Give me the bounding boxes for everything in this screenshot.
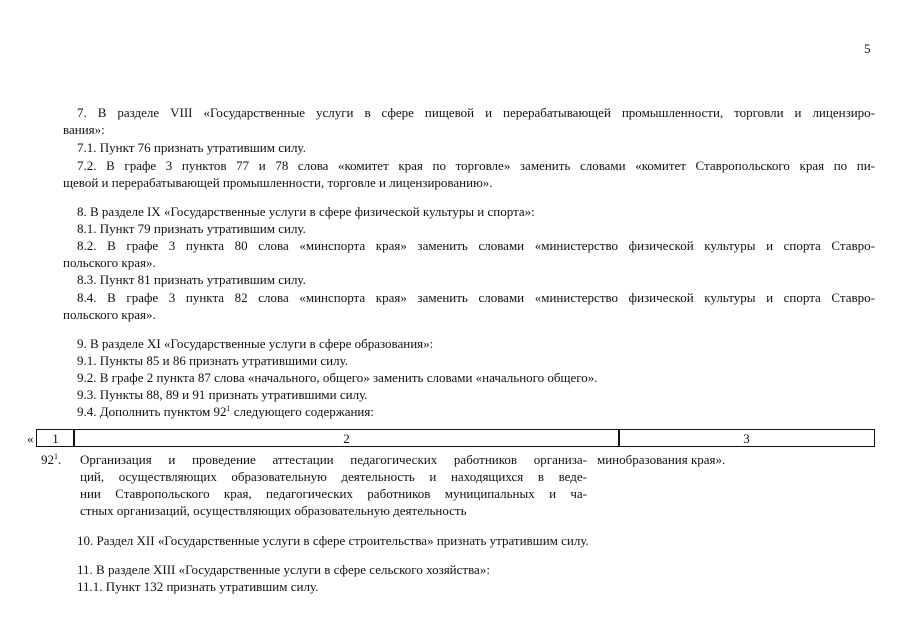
paragraph-11: 11. В разделе XIII «Государственные услуги в сфере сельского хозяйства»: — [77, 562, 490, 577]
table-open-quote: « — [27, 431, 34, 446]
table-header-col-2: 2 — [73, 429, 620, 447]
paragraph-8-2-line-2: польского края». — [63, 255, 156, 270]
paragraph-8-4-line-2: польского края». — [63, 307, 156, 322]
paragraph-7-2-line-1: 7.2. В графе 3 пунктов 77 и 78 слова «комитет края по торговле» заменить словами «комитет Ставропольского края по пи- — [77, 158, 875, 173]
paragraph-9: 9. В разделе XI «Государственные услуги в сфере образования»: — [77, 336, 434, 351]
paragraph-9-4-text: 9.4. Дополнить пунктом 92 — [77, 404, 227, 419]
table-row-authority: минобразования края». — [597, 452, 726, 467]
paragraph-7-2-line-2: щевой и перерабатывающей промышленности, торговле и лицензированию». — [63, 175, 493, 190]
page-number: 5 — [864, 41, 871, 56]
paragraph-11-1: 11.1. Пункт 132 признать утратившим силу. — [77, 579, 319, 594]
table-row-desc-line-1: Организация и проведение аттестации педагогических работников организа- — [80, 452, 587, 467]
paragraph-10: 10. Раздел XII «Государственные услуги в сфере строительства» признать утратившим силу. — [77, 533, 589, 548]
paragraph-9-2: 9.2. В графе 2 пункта 87 слова «начального, общего» заменить словами «начального общего». — [77, 370, 598, 385]
table-row-desc-line-3: нии Ставропольского края, педагогических работников муниципальных и ча- — [80, 486, 587, 501]
table-row-number-superscript: 1 — [54, 452, 58, 461]
table-row-desc-line-4: стных организаций, осуществляющих образовательную деятельность — [80, 503, 467, 518]
paragraph-7-1: 7.1. Пункт 76 признать утратившим силу. — [77, 140, 306, 155]
table-row-number — [41, 451, 61, 468]
table-row-desc-line-2: ций, осуществляющих образовательную деятельность и находящихся в веде- — [80, 469, 587, 484]
table-header-col-1: 1 — [36, 429, 75, 447]
paragraph-7-line-1: 7. В разделе VIII «Государственные услуги в сфере пищевой и перерабатывающей промышленности, торговли и лицензиро- — [77, 105, 875, 120]
paragraph-7-line-2: вания»: — [63, 122, 105, 137]
paragraph-8-1: 8.1. Пункт 79 признать утратившим силу. — [77, 221, 306, 236]
paragraph-8-4-line-1: 8.4. В графе 3 пункта 82 слова «минспорта края» заменить словами «министерство физической культуры и спорта Ставро- — [77, 290, 875, 305]
paragraph-9-3: 9.3. Пункты 88, 89 и 91 признать утратившими силу. — [77, 387, 368, 402]
paragraph-8-2-line-1: 8.2. В графе 3 пункта 80 слова «минспорта края» заменить словами «министерство физической культуры и спорта Ставро- — [77, 238, 875, 253]
table-header — [27, 429, 875, 446]
paragraph-9-1: 9.1. Пункты 85 и 86 признать утратившими силу. — [77, 353, 349, 368]
table-row-number-suffix: . — [58, 452, 62, 467]
table-row-number-value: 92 — [41, 452, 54, 467]
paragraph-8-3: 8.3. Пункт 81 признать утратившим силу. — [77, 272, 306, 287]
paragraph-9-4-suffix: следующего содержания: — [230, 404, 374, 419]
table-header-col-3: 3 — [618, 429, 875, 447]
paragraph-8: 8. В разделе IX «Государственные услуги в сфере физической культуры и спорта»: — [77, 204, 535, 219]
paragraph-9-4 — [77, 403, 374, 420]
paragraph-9-4-superscript: 1 — [226, 404, 231, 413]
